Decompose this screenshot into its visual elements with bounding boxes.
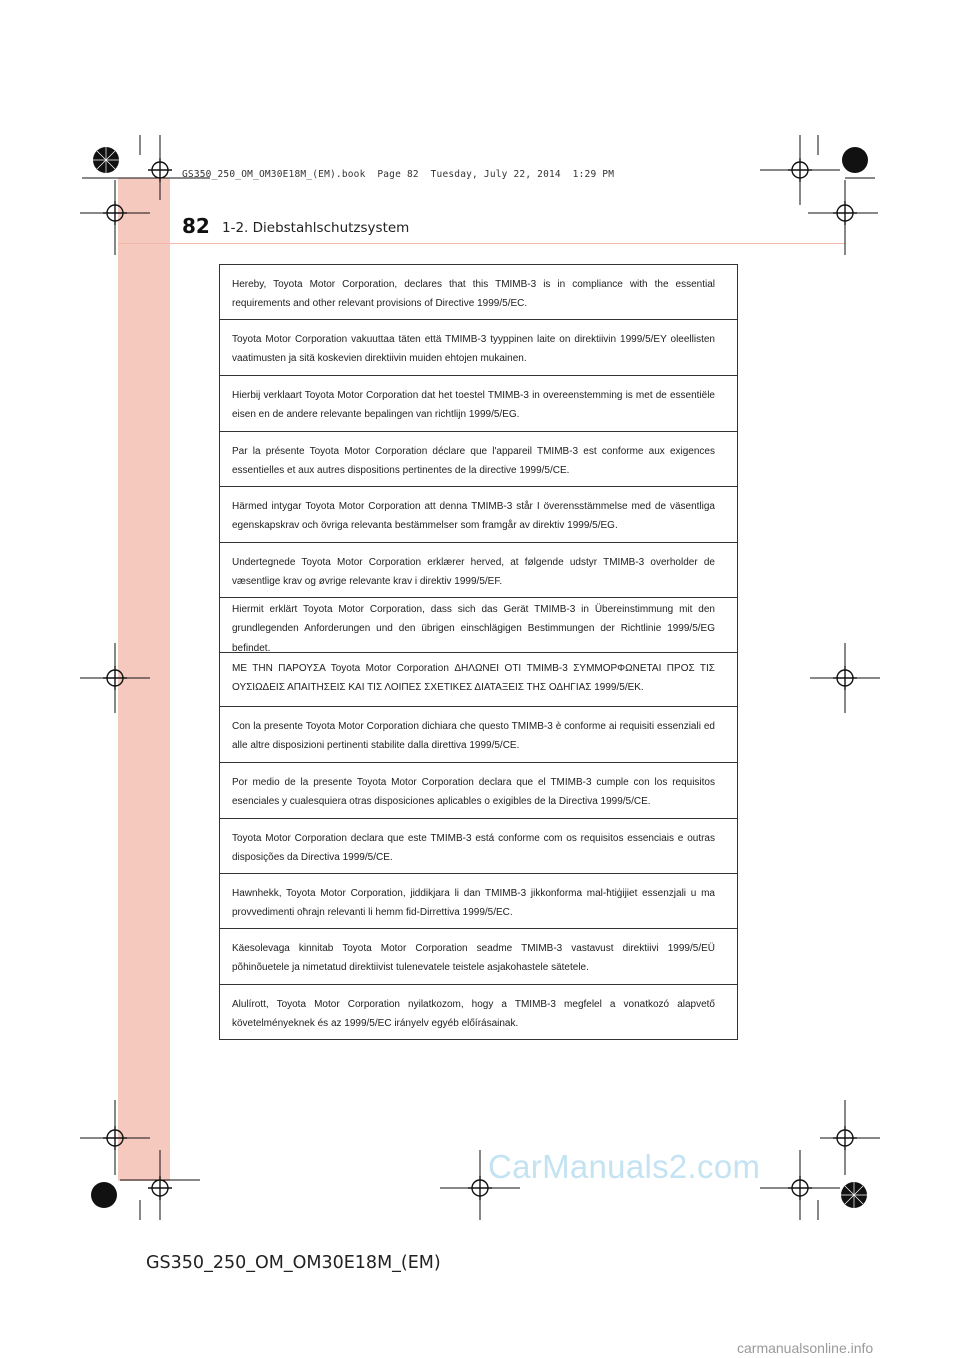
watermark: CarManuals2.com <box>488 1148 761 1185</box>
page-number: 82 <box>182 214 210 238</box>
declaration-danish: Undertegnede Toyota Motor Corporation erklærer herved, at følgende udstyr TMIMB-3 overholder de væsentlige krav og øvrige relevante krav i direktiv 1999/5/EF. <box>220 543 737 598</box>
declaration-portuguese: Toyota Motor Corporation declara que este TMIMB-3 está conforme com os requisitos essenciais e outras disposições da Directiva 1999/5/CE. <box>220 819 737 874</box>
declaration-french: Par la présente Toyota Motor Corporation déclare que l'appareil TMIMB-3 est conforme aux exigences essentielles et aux autres dispositions pertinentes de la directive 1999/5/CE. <box>220 432 737 487</box>
declaration-estonian: Käesolevaga kinnitab Toyota Motor Corporation seadme TMIMB-3 vastavust direktiivi 1999/5/EÜ põhinõuetele ja nimetatud direktiivist tulenevatele teistele asjakohastele sätetele. <box>220 929 737 985</box>
section-title: 1-2. Diebstahlschutzsystem <box>222 220 410 236</box>
declaration-swedish: Härmed intygar Toyota Motor Corporation att denna TMIMB-3 står I överensstämmelse med de väsentliga egenskapskrav och övriga relevanta bestämmelser som framgår av direktiv 1999/5/EG. <box>220 487 737 543</box>
declaration-table <box>219 264 738 1040</box>
site-credit: carmanualsonline.info <box>737 1340 874 1356</box>
book-stamp: GS350_250_OM_OM30E18M_(EM).book Page 82 Tuesday, July 22, 2014 1:29 PM <box>182 169 615 180</box>
declaration-hungarian: Alulírott, Toyota Motor Corporation nyilatkozom, hogy a TMIMB-3 megfelel a vonatkozó alapvető követelményeknek és az 1999/5/EC irányelv egyéb előírásainak. <box>232 999 715 1030</box>
declaration-finnish: Toyota Motor Corporation vakuuttaa täten että TMIMB-3 tyyppinen laite on direktiivin 1999/5/EY oleellisten vaatimusten ja sitä koskevien direktiivin muiden ehtojen mukainen. <box>220 320 737 376</box>
declaration-spanish: Por medio de la presente Toyota Motor Corporation declara que el TMIMB-3 cumple con los requisitos esenciales y cualesquiera otras disposiciones aplicables o exigibles de la Directiva 1999/5/CE. <box>220 763 737 819</box>
declaration-maltese: Hawnhekk, Toyota Motor Corporation, jiddikjara li dan TMIMB-3 jikkonforma mal-ħtiġijiet essenzjali u ma provvedimenti oħrajn relevanti li hemm fid-Dirrettiva 1999/5/EC. <box>220 874 737 929</box>
declaration-german: Hiermit erklärt Toyota Motor Corporation, dass sich das Gerät TMIMB-3 in Übereinstimmung mit den grundlegenden Anforderungen und den übrigen einschlägigen Bestimmungen der Richtlinie 1999/5/EG befindet. <box>220 598 737 653</box>
declaration-english: Hereby, Toyota Motor Corporation, declares that this TMIMB-3 is in compliance with the essential requirements and other relevant provisions of Directive 1999/5/EC. <box>220 265 737 320</box>
declaration-italian: Con la presente Toyota Motor Corporation dichiara che questo TMIMB-3 è conforme ai requisiti essenziali ed alle altre disposizioni pertinenti stabilite dalla direttiva 1999/5/CE. <box>220 707 737 763</box>
manual-code: GS350_250_OM_OM30E18M_(EM) <box>146 1253 441 1273</box>
declaration-greek: ΜΕ ΤΗΝ ΠΑΡΟΥΣΑ Toyota Motor Corporation ΔΗΛΩΝΕΙ ΟΤΙ TMIMB-3 ΣΥΜΜΟΡΦΩΝΕΤΑΙ ΠΡΟΣ ΤΙΣ ΟΥΣΙΩΔΕΙΣ ΑΠΑΙΤΗΣΕΙΣ ΚΑΙ ΤΙΣ ΛΟΙΠΕΣ ΣΧΕΤΙΚΕΣ ΔΙΑΤΑΞΕΙΣ ΤΗΣ ΟΔΗΓΙΑΣ 1999/5/ΕΚ. <box>220 653 737 707</box>
declaration-dutch: Hierbij verklaart Toyota Motor Corporation dat het toestel TMIMB-3 in overeenstemming is met de essentiële eisen en de andere relevante bepalingen van richtlijn 1999/5/EG. <box>220 376 737 432</box>
